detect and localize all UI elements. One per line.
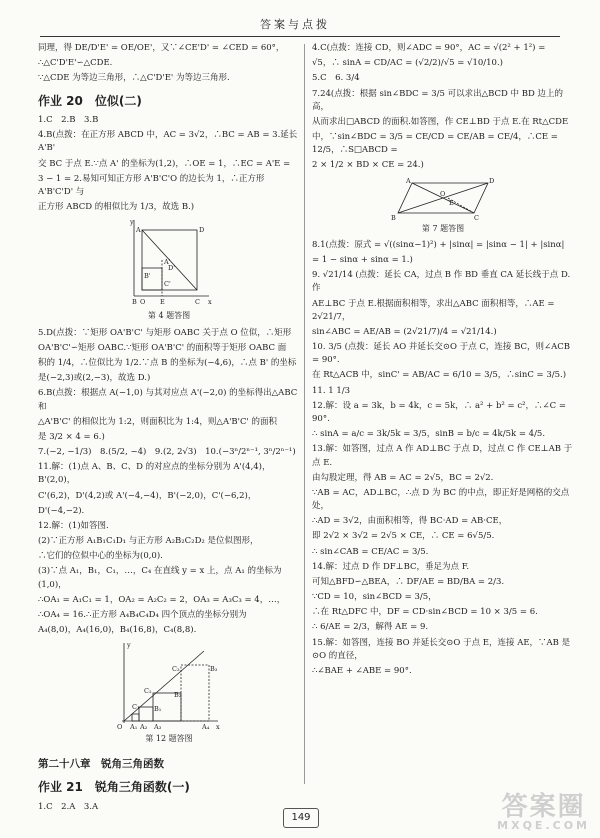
text-line: 14.解：过点 D 作 DF⊥BC，垂足为点 F. [312, 561, 470, 572]
text-line: 2 × 1/2 × BD × CE = 24.) [312, 160, 424, 171]
text-line: ∴OA₁ = A₁C₁ = 1，OA₂ = A₂C₂ = 2，OA₃ = A₃C₃ = 4，…， [38, 594, 286, 605]
fig4-label: C' [164, 280, 171, 289]
text-line: 5.D(点拨：∵矩形 OA'B'C' 与矩形 OABC 关于点 O 位似，∴矩形 [38, 327, 292, 338]
fig12-label: B₂ [174, 691, 182, 700]
text-line: 交 BC 于点 E.∵点 A' 的坐标为(1,2)，∴OE = 1，∴EC = A'E = [38, 158, 291, 169]
text-line: 4.B(点拨：在正方形 ABCD 中，AC = 3√2，∴BC = AB = 3.延长 A'B' [38, 130, 298, 154]
fig12-label: C₁ [132, 703, 140, 712]
text-line: ∵△CDE 为等边三角形，∴△C'D'E' 为等边三角形. [38, 73, 230, 84]
text-line: (3)∵点 A₁，B₁，C₁，…，C₄ 在直线 y = x 上，点 A₁ 的坐标为(1,0)， [38, 566, 282, 590]
text-line: 即 2√2 × 3√2 = 2√5 × CE，∴ CE = 6√5/5. [312, 531, 495, 542]
chapter-heading: 第二十八章 锐角三角函数 [38, 757, 164, 770]
text-line: 8.1(点拨：原式 = √((sinα−1)²) + |sinα| = |sinα − 1| + |sinα| [312, 239, 565, 250]
text-line: OA'B'C'∽矩形 OABC.∵矩形 OA'B'C' 的面积等于矩形 OABC 面 [38, 342, 287, 353]
text-line: 11.解：(1)点 A、B、C、D 的对应点的坐标分别为 A'(4,4)，B'(2,0)， [38, 462, 271, 486]
fig4-label: y [130, 218, 134, 227]
text-line: 11. 1 1/3 [312, 385, 351, 396]
fig12-label: C₂ [144, 687, 152, 696]
text-line: 9. √21/14 (点拨：延长 CA，过点 B 作 BD 垂直 CA 延长线于点 D.作 [312, 270, 571, 294]
fig4-label: C [195, 298, 200, 307]
text-line: 正方形 ABCD 的相似比为 1/3，故选 B.) [38, 202, 195, 213]
fig12-label: x [216, 723, 220, 732]
text-line: 是 3/2 × 4 = 6.) [38, 431, 105, 442]
text-line: △A'B'C' 的相似比为 1:2，则面积比为 1:4，则△A'B'C' 的面积 [38, 416, 278, 427]
header-title: 答案与点拨 [260, 18, 330, 31]
text-line: 4.C(点拨：连接 CD，则∠ADC = 90°，AC = √(2² + 1²) = [312, 43, 546, 53]
figure-12 [114, 639, 224, 731]
fig12-label: B₁ [154, 705, 162, 714]
text-line: √5，∴ sinA = CD/AC = (√2/2)/√5 = √10/10.) [312, 58, 503, 69]
fig12-label: A₄ [202, 723, 210, 732]
right-column [312, 42, 574, 680]
text-line: 在 Rt△ACB 中，sinC' = AB/AC = 6/10 = 3/5，∴sinC = 3/5.) [312, 370, 567, 381]
section-heading-hw20: 作业 20 位似(二) [38, 93, 142, 108]
text-line: ∴ sin∠CAB = CE/AC = 3/5. [312, 546, 429, 557]
text-line: (2)∵正方形 A₁B₁C₁D₁ 与正方形 A₂B₂C₂D₂ 是位似图形， [38, 536, 259, 547]
figure-4 [124, 216, 214, 308]
text-line: 从而求出□ABCD 的面积.如答图，作 CE⊥BD 于点 E.在 Rt△CDE [312, 116, 569, 127]
text-line: 1.C 2.A 3.A [38, 801, 99, 812]
text-line: 7.(−2, −1/3) 8.(5/2, −4) 9.(2, 2√3) 10.(−3ⁿ/2ⁿ⁻¹, 3ⁿ/2ⁿ⁻¹) [38, 447, 296, 458]
text-line: 1.C 2.B 3.B [38, 115, 99, 126]
text-line: 积的 1/4，∴位似比为 1/2.∵点 B 的坐标为(−4,6)，∴点 B' 的坐标 [38, 358, 297, 369]
fig4-label: B' [144, 272, 151, 281]
fig4-label: B [132, 298, 137, 307]
figure-caption: 第 4 题答图 [147, 311, 191, 321]
fig4-label: O [140, 298, 146, 307]
text-line: ∴它们的位似中心的坐标为(0,0). [38, 551, 163, 562]
fig12-label: y [127, 641, 131, 650]
text-line: C'(6,2)，D'(4,2)或 A'(−4,−4)，B'(−2,0)，C'(−6,2)， [38, 490, 257, 501]
fig12-label: A₂ [140, 723, 148, 732]
fig12-label: A₃ [154, 723, 162, 732]
text-line: D'(−4,−2). [38, 505, 85, 516]
watermark-main: 答案圈 [501, 792, 586, 822]
page-header [40, 14, 560, 37]
left-column [38, 42, 300, 816]
watermark-logo [497, 786, 590, 832]
text-line: ∴AD = 3√2，由面积相等，得 BC·AD = AB·CE， [312, 516, 508, 527]
text-line: ∴ sinA = a/c = 3k/5k = 3/5，sinB = b/c = 4k/5k = 4/5. [312, 429, 546, 440]
fig4-label: A' [164, 258, 171, 267]
fig7-label: B [391, 213, 396, 221]
fig7-label: E [449, 198, 454, 207]
watermark-sub: MXQE.COM [497, 819, 590, 832]
text-line: A₄(8,0)，A₄(16,0)，B₄(16,8)，C₄(8,8). [38, 625, 197, 636]
text-line: AE⊥BC 于点 E.根据面积相等，求出△ABC 面积相等，∴AE = 2√21/7， [312, 298, 555, 322]
text-line: 中，∵sin∠BDC = 3/5 = CE/CD = CE/AB = CE/4，∴CE = 12/5，∴S□ABCD = [312, 132, 558, 156]
text-line: ∴△C'D'E'∽△CDE. [38, 58, 113, 69]
text-line: ∴∠BAE + ∠ABE = 90°. [312, 665, 412, 676]
text-line: ∴在 Rt△DFC 中，DF = CD·sin∠BCD = 10 × 3/5 = 6. [312, 607, 538, 618]
fig12-label: B₃ [210, 665, 218, 674]
text-line: 7.24(点拨：根据 sin∠BDC = 3/5 可以求出△BCD 中 BD 边上的高， [312, 88, 564, 112]
fig4-label: D [199, 226, 205, 235]
fig12-label: A₁ [130, 723, 138, 732]
figure-caption: 第 7 题答图 [421, 223, 465, 233]
text-line: 同理，得 DE/D'E' = OE/OE'，又∵∠CE'D' = ∠CED = 60°， [38, 43, 285, 53]
text-line: 13.解：如答图，过点 A 作 AD⊥BC 于点 D，过点 C 作 CE⊥AB 于点 E. [312, 444, 573, 468]
text-line: 是(−2,3)或(2,−3)，故选 D.) [38, 373, 151, 384]
text-line: sin∠ABC = AE/AB = (2√21/7)/4 = √21/14.) [312, 326, 497, 337]
fig7-label: O [440, 189, 446, 198]
fig7-label: A [406, 176, 411, 185]
text-line: 由勾股定理，得 AB = AC = 2√5，BC = 2√2. [312, 472, 494, 483]
fig12-label: C₃ [172, 665, 180, 674]
fig7-label: D [489, 176, 495, 185]
figure-caption: 第 12 题答图 [145, 734, 193, 744]
text-line: 15.解：如答图，连接 BO 并延长交⊙O 于点 E，连接 AE，∵AB 是⊙O 的直径， [312, 637, 571, 661]
section-heading-hw21: 作业 21 锐角三角函数(一) [38, 779, 190, 794]
figure-7 [388, 175, 498, 221]
text-line: 6.B(点拨：根据点 A(−1,0) 与其对应点 A'(−2,0) 的坐标得出△ABC 和 [38, 388, 298, 412]
text-line: 10. 3/5 (点拨：延长 AO 并延长交⊙O 于点 C，连接 BC，则∠ACB = 90°. [312, 342, 571, 366]
text-line: 12.解：(1)如答图. [38, 520, 109, 531]
text-line: 3 − 1 = 2.易知可知正方形 A'B'C'O 的边长为 1，∴正方形 A'B'C'D' 与 [38, 173, 265, 197]
text-line: ∴ 6/AE = 2/3，解得 AE = 9. [312, 622, 429, 633]
text-line: = 1 − sinα + sinα = 1.) [312, 255, 413, 266]
fig7-label: C [474, 213, 479, 221]
text-line: ∴OA₄ = 16.∴正方形 A₄B₄C₄D₄ 四个顶点的坐标分别为 [38, 609, 247, 620]
fig4-label: E [160, 298, 165, 307]
page-number: 149 [283, 808, 319, 828]
fig4-label: x [208, 298, 212, 307]
fig4-label: A [136, 226, 141, 235]
text-line: 可知△BFD∽△BEA，∴ DF/AE = BD/BA = 2/3. [312, 576, 505, 587]
text-line: 12.解：设 a = 3k，b = 4k，c = 5k，∴ a² + b² = c²，∴∠C = 90°. [312, 400, 566, 424]
text-line: 5.C 6. 3/4 [312, 73, 360, 84]
fig4-label: D' [168, 264, 175, 273]
text-line: ∵CD = 10，sin∠BCD = 3/5， [312, 592, 437, 603]
text-line: ∵AB = AC，AD⊥BC，∴点 D 为 BC 的中点，即正好是网格的交点处， [312, 487, 570, 512]
fig12-label: O [117, 723, 123, 732]
column-divider [304, 44, 305, 784]
